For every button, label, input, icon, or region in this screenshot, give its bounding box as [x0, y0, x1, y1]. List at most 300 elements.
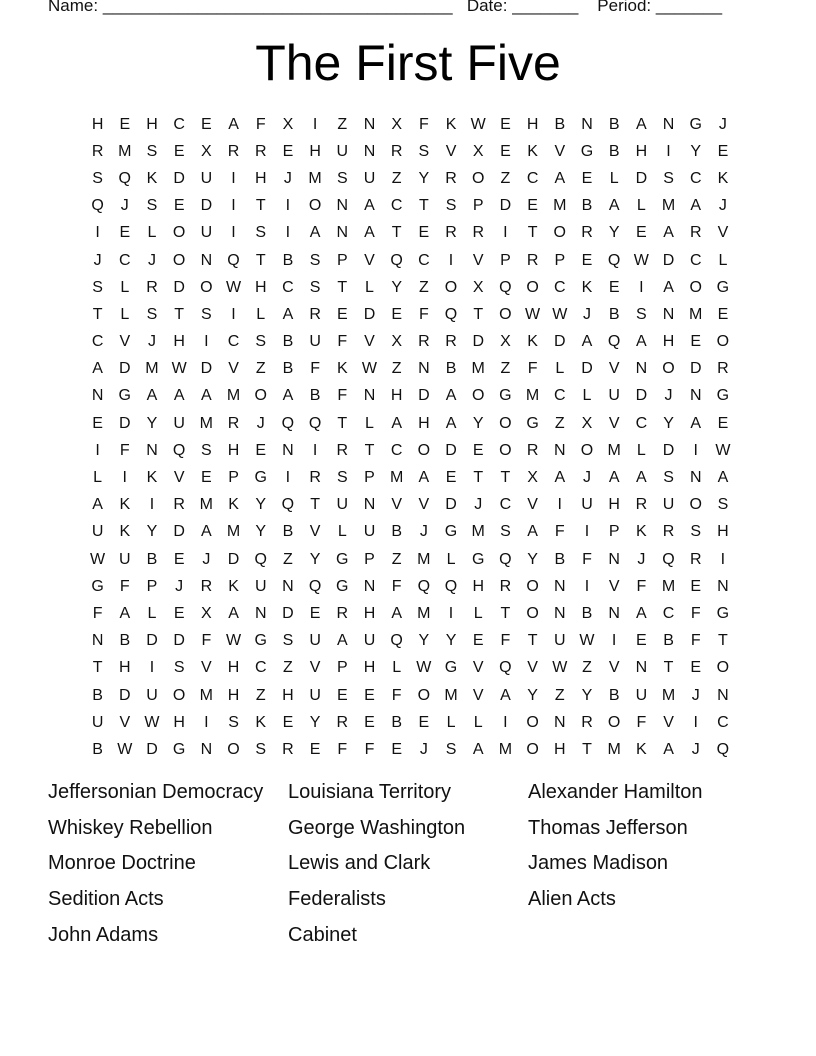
- grid-letter: B: [663, 632, 674, 650]
- grid-letter: O: [580, 441, 594, 459]
- grid-letter: H: [254, 169, 267, 187]
- grid-letter: Q: [227, 251, 240, 269]
- grid-letter: I: [693, 713, 698, 731]
- word-bank-item: James Madison: [528, 852, 669, 875]
- grid-letter: V: [201, 659, 212, 677]
- grid-letter: M: [145, 360, 159, 378]
- grid-letter: A: [663, 224, 674, 242]
- grid-letter: K: [228, 496, 239, 514]
- grid-letter: E: [119, 224, 131, 242]
- grid-letter: Z: [582, 659, 592, 677]
- grid-letter: Y: [255, 496, 267, 514]
- grid-letter: Q: [716, 740, 730, 758]
- grid-letter: M: [553, 197, 567, 215]
- grid-letter: J: [718, 197, 727, 215]
- grid-letter: N: [554, 577, 566, 595]
- word-bank-item: Alien Acts: [528, 888, 616, 911]
- grid-letter: F: [119, 577, 130, 595]
- grid-letter: S: [717, 496, 729, 514]
- grid-letter: A: [228, 604, 239, 622]
- grid-letter: A: [92, 496, 103, 514]
- grid-letter: J: [202, 550, 211, 568]
- grid-letter: R: [336, 604, 349, 622]
- grid-letter: W: [579, 632, 595, 650]
- grid-letter: I: [285, 469, 291, 487]
- grid-letter: D: [119, 686, 131, 704]
- period-label: Period:: [597, 0, 652, 15]
- grid-letter: O: [172, 224, 186, 242]
- grid-letter: K: [336, 360, 348, 378]
- grid-letter: P: [500, 251, 511, 269]
- grid-letter: O: [526, 278, 539, 296]
- grid-letter: Q: [607, 333, 621, 351]
- grid-letter: O: [716, 659, 730, 677]
- grid-letter: A: [92, 360, 103, 378]
- grid-letter: A: [500, 686, 511, 704]
- grid-letter: W: [633, 251, 649, 269]
- word-bank-item: Thomas Jefferson: [528, 816, 688, 839]
- grid-letter: I: [611, 632, 617, 650]
- grid-letter: E: [581, 251, 593, 269]
- grid-letter: C: [689, 169, 702, 187]
- grid-letter: I: [584, 523, 590, 541]
- grid-letter: Z: [418, 278, 429, 296]
- grid-letter: F: [337, 740, 348, 758]
- grid-letter: A: [554, 469, 566, 487]
- grid-letter: D: [445, 496, 457, 514]
- grid-letter: A: [690, 414, 702, 432]
- grid-letter: J: [664, 387, 673, 405]
- grid-letter: D: [173, 523, 185, 541]
- grid-letter: S: [201, 441, 212, 459]
- grid-letter: E: [173, 197, 185, 215]
- grid-letter: S: [309, 251, 321, 269]
- grid-letter: R: [418, 333, 430, 351]
- grid-letter: U: [554, 632, 566, 650]
- grid-letter: F: [418, 305, 429, 323]
- grid-letter: F: [636, 577, 647, 595]
- grid-letter: H: [227, 441, 240, 459]
- grid-letter: E: [581, 169, 593, 187]
- grid-letter: G: [716, 604, 730, 622]
- grid-letter: D: [146, 632, 158, 650]
- grid-letter: J: [718, 115, 727, 133]
- grid-letter: R: [581, 224, 593, 242]
- grid-letter: S: [92, 278, 103, 296]
- grid-letter: T: [174, 305, 185, 323]
- grid-letter: F: [364, 740, 375, 758]
- word-bank-item: Monroe Doctrine: [48, 852, 196, 875]
- grid-letter: I: [639, 278, 644, 296]
- grid-letter: U: [91, 523, 104, 541]
- grid-letter: E: [472, 441, 484, 459]
- grid-letter: E: [173, 142, 185, 160]
- grid-letter: I: [557, 496, 562, 514]
- grid-letter: M: [471, 360, 485, 378]
- grid-letter: U: [173, 414, 185, 432]
- grid-letter: A: [445, 387, 457, 405]
- grid-letter: N: [554, 441, 566, 459]
- grid-letter: N: [146, 441, 158, 459]
- grid-letter: R: [200, 577, 213, 595]
- grid-letter: N: [282, 577, 294, 595]
- grid-letter: A: [336, 632, 348, 650]
- word-bank-item: Lewis and Clark: [288, 852, 431, 875]
- grid-letter: O: [444, 278, 458, 296]
- grid-letter: J: [691, 686, 700, 704]
- grid-letter: Z: [391, 360, 402, 378]
- grid-letter: Y: [309, 550, 321, 568]
- grid-letter: L: [337, 523, 347, 541]
- grid-letter: I: [503, 713, 508, 731]
- grid-letter: I: [122, 469, 127, 487]
- grid-letter: T: [663, 659, 674, 677]
- grid-letter: B: [608, 142, 620, 160]
- grid-letter: M: [661, 577, 676, 595]
- grid-letter: F: [92, 604, 103, 622]
- grid-letter: Z: [255, 686, 266, 704]
- grid-letter: T: [391, 224, 402, 242]
- grid-letter: D: [472, 333, 484, 351]
- grid-letter: C: [119, 251, 131, 269]
- grid-letter: A: [663, 740, 674, 758]
- grid-letter: H: [119, 659, 131, 677]
- grid-letter: N: [336, 224, 349, 242]
- grid-letter: V: [472, 686, 484, 704]
- grid-letter: B: [119, 632, 131, 650]
- grid-letter: A: [364, 197, 375, 215]
- grid-letter: J: [120, 197, 129, 215]
- grid-letter: O: [526, 713, 539, 731]
- grid-letter: M: [661, 686, 676, 704]
- grid-letter: B: [282, 523, 294, 541]
- grid-letter: R: [227, 414, 240, 432]
- grid-letter: K: [445, 115, 457, 133]
- grid-letter: I: [204, 333, 209, 351]
- grid-letter: X: [391, 333, 402, 351]
- grid-letter: V: [364, 333, 375, 351]
- grid-letter: O: [499, 441, 512, 459]
- grid-letter: V: [608, 414, 620, 432]
- grid-letter: L: [256, 305, 266, 323]
- grid-letter: S: [255, 740, 267, 758]
- grid-letter: M: [607, 441, 621, 459]
- grid-letter: O: [526, 740, 539, 758]
- grid-letter: G: [499, 387, 512, 405]
- grid-letter: D: [662, 251, 675, 269]
- grid-letter: N: [662, 115, 675, 133]
- grid-letter: W: [171, 360, 187, 378]
- grid-letter: C: [717, 713, 729, 731]
- grid-letter: P: [336, 659, 348, 677]
- grid-letter: I: [149, 659, 155, 677]
- grid-letter: C: [554, 387, 566, 405]
- grid-letter: K: [255, 713, 267, 731]
- grid-letter: M: [199, 686, 213, 704]
- grid-letter: U: [200, 169, 213, 187]
- grid-letter: K: [119, 496, 131, 514]
- grid-letter: Q: [662, 550, 675, 568]
- grid-letter: D: [418, 387, 430, 405]
- grid-letter: X: [201, 142, 212, 160]
- grid-letter: B: [608, 115, 620, 133]
- grid-letter: O: [172, 686, 186, 704]
- grid-letter: E: [173, 550, 185, 568]
- word-bank-item: Jeffersonian Democracy: [48, 781, 264, 803]
- grid-letter: B: [282, 360, 294, 378]
- grid-letter: H: [472, 577, 484, 595]
- grid-letter: A: [228, 115, 239, 133]
- grid-letter: C: [91, 333, 104, 351]
- grid-letter: D: [146, 740, 158, 758]
- grid-letter: H: [91, 115, 104, 133]
- grid-letter: T: [255, 197, 266, 215]
- grid-letter: Y: [472, 414, 484, 432]
- grid-letter: E: [500, 142, 511, 160]
- grid-letter: E: [309, 604, 321, 622]
- grid-letter: N: [336, 197, 349, 215]
- grid-letter: M: [308, 169, 322, 187]
- grid-letter: U: [635, 686, 648, 704]
- grid-letter: G: [689, 115, 702, 133]
- grid-letter: T: [310, 496, 320, 514]
- name-label: Name:: [48, 0, 99, 15]
- grid-letter: F: [119, 441, 130, 459]
- grid-letter: V: [309, 523, 321, 541]
- grid-letter: E: [608, 278, 620, 296]
- grid-letter: H: [554, 740, 566, 758]
- grid-letter: I: [231, 169, 236, 187]
- grid-letter: T: [418, 197, 429, 215]
- grid-letter: Y: [255, 523, 267, 541]
- date-blank: _______: [512, 0, 579, 15]
- grid-letter: G: [580, 142, 594, 160]
- grid-letter: W: [552, 659, 568, 677]
- grid-letter: I: [312, 115, 318, 133]
- grid-letter: M: [417, 604, 431, 622]
- grid-letter: K: [636, 740, 647, 758]
- grid-letter: S: [201, 305, 212, 323]
- grid-letter: E: [690, 659, 702, 677]
- grid-letter: L: [609, 169, 619, 187]
- grid-letter: D: [227, 550, 240, 568]
- grid-letter: N: [91, 387, 104, 405]
- grid-letter: U: [254, 577, 267, 595]
- grid-letter: O: [716, 333, 730, 351]
- grid-letter: Y: [608, 224, 620, 242]
- grid-letter: K: [228, 577, 239, 595]
- grid-letter: I: [448, 251, 454, 269]
- grid-letter: N: [581, 115, 593, 133]
- grid-letter: E: [636, 224, 647, 242]
- grid-letter: L: [93, 469, 103, 487]
- name-blank: _____________________________________: [102, 0, 453, 15]
- grid-letter: Z: [391, 169, 402, 187]
- grid-letter: Z: [391, 550, 402, 568]
- grid-letter: B: [282, 333, 294, 351]
- grid-letter: F: [690, 604, 701, 622]
- grid-letter: S: [636, 305, 647, 323]
- grid-letter: G: [336, 577, 349, 595]
- grid-letter: H: [173, 333, 185, 351]
- grid-letter: N: [254, 604, 267, 622]
- grid-letter: M: [226, 387, 241, 405]
- grid-letter: H: [173, 713, 185, 731]
- grid-letter: Q: [172, 441, 186, 459]
- grid-letter: N: [91, 632, 104, 650]
- grid-letter: R: [173, 496, 185, 514]
- grid-letter: Q: [444, 305, 458, 323]
- grid-letter: Q: [607, 251, 621, 269]
- grid-letter: A: [636, 115, 647, 133]
- grid-letter: T: [582, 740, 592, 758]
- grid-letter: N: [363, 387, 376, 405]
- grid-letter: A: [201, 523, 212, 541]
- grid-letter: L: [392, 659, 402, 677]
- grid-letter: S: [663, 469, 674, 487]
- grid-letter: B: [92, 686, 103, 704]
- grid-letter: Y: [581, 686, 593, 704]
- grid-letter: C: [254, 659, 267, 677]
- grid-letter: T: [364, 441, 375, 459]
- grid-letter: C: [173, 115, 185, 133]
- grid-letter: N: [363, 496, 376, 514]
- grid-letter: C: [689, 251, 702, 269]
- grid-letter: O: [607, 713, 621, 731]
- grid-letter: O: [308, 197, 322, 215]
- grid-letter: R: [445, 224, 457, 242]
- grid-letter: Q: [390, 251, 403, 269]
- grid-letter: C: [526, 169, 539, 187]
- grid-letter: A: [636, 469, 647, 487]
- grid-letter: M: [471, 523, 485, 541]
- grid-letter: Y: [391, 278, 402, 296]
- grid-letter: E: [527, 197, 538, 215]
- grid-letter: V: [391, 496, 402, 514]
- grid-letter: O: [417, 441, 431, 459]
- grid-letter: E: [418, 224, 430, 242]
- grid-letter: V: [309, 659, 321, 677]
- grid-letter: E: [690, 577, 702, 595]
- grid-letter: X: [472, 278, 484, 296]
- grid-letter: S: [92, 169, 103, 187]
- grid-letter: N: [635, 360, 648, 378]
- grid-letter: S: [690, 523, 702, 541]
- grid-letter: H: [363, 604, 376, 622]
- grid-letter: F: [636, 713, 647, 731]
- grid-letter: L: [555, 360, 565, 378]
- grid-letter: N: [689, 469, 702, 487]
- grid-letter: N: [363, 577, 376, 595]
- grid-letter: D: [173, 278, 185, 296]
- grid-letter: P: [472, 197, 484, 215]
- grid-letter: S: [228, 713, 239, 731]
- grid-letter: F: [690, 632, 701, 650]
- grid-letter: M: [525, 387, 540, 405]
- grid-letter: J: [256, 414, 265, 432]
- date-label: Date:: [466, 0, 508, 15]
- grid-letter: O: [200, 278, 213, 296]
- grid-letter: H: [717, 523, 729, 541]
- grid-letter: B: [581, 604, 593, 622]
- grid-letter: A: [282, 387, 294, 405]
- grid-letter: A: [527, 523, 538, 541]
- grid-letter: D: [635, 169, 648, 187]
- grid-letter: V: [418, 496, 430, 514]
- grid-letter: Q: [281, 496, 295, 514]
- grid-letter: E: [282, 142, 294, 160]
- grid-letter: P: [554, 251, 566, 269]
- grid-letter: W: [715, 441, 731, 459]
- period-blank: _______: [655, 0, 723, 15]
- grid-letter: R: [390, 142, 403, 160]
- grid-letter: Z: [337, 115, 348, 133]
- grid-letter: E: [92, 414, 103, 432]
- grid-letter: B: [445, 360, 457, 378]
- grid-letter: N: [608, 550, 620, 568]
- grid-letter: T: [718, 632, 728, 650]
- grid-letter: Q: [417, 577, 431, 595]
- grid-letter: D: [662, 441, 675, 459]
- grid-letter: K: [581, 278, 593, 296]
- grid-letter: D: [445, 441, 457, 459]
- grid-letter: N: [662, 305, 675, 323]
- grid-letter: W: [552, 305, 568, 323]
- grid-letter: O: [689, 278, 702, 296]
- grid-letter: B: [309, 387, 321, 405]
- grid-letter: P: [228, 469, 239, 487]
- grid-letter: V: [472, 251, 484, 269]
- grid-letter: Q: [444, 577, 458, 595]
- grid-letter: O: [526, 577, 539, 595]
- grid-letter: V: [717, 224, 729, 242]
- grid-letter: X: [201, 604, 212, 622]
- grid-letter: A: [309, 224, 321, 242]
- grid-letter: L: [582, 387, 592, 405]
- grid-letter: I: [720, 550, 726, 568]
- grid-letter: L: [147, 224, 157, 242]
- grid-letter: D: [282, 604, 294, 622]
- grid-letter: R: [635, 496, 648, 514]
- grid-letter: V: [608, 577, 620, 595]
- grid-letter: Z: [500, 169, 511, 187]
- grid-letter: D: [581, 360, 593, 378]
- grid-letter: F: [337, 333, 348, 351]
- word-search-grid: [84, 111, 734, 764]
- grid-letter: E: [282, 713, 294, 731]
- grid-letter: O: [471, 169, 485, 187]
- grid-letter: M: [199, 414, 213, 432]
- grid-letter: K: [717, 169, 729, 187]
- grid-letter: F: [201, 632, 212, 650]
- grid-letter: A: [201, 387, 212, 405]
- grid-letter: I: [231, 305, 236, 323]
- grid-letter: U: [662, 496, 675, 514]
- grid-letter: A: [282, 305, 294, 323]
- grid-letter: I: [285, 224, 291, 242]
- grid-letter: F: [582, 550, 592, 568]
- grid-letter: R: [91, 142, 104, 160]
- grid-letter: H: [282, 686, 294, 704]
- grid-letter: R: [689, 224, 702, 242]
- grid-letter: F: [391, 577, 402, 595]
- grid-letter: E: [391, 740, 402, 758]
- grid-letter: B: [282, 251, 294, 269]
- grid-letter: S: [309, 278, 321, 296]
- grid-letter: S: [336, 169, 348, 187]
- grid-letter: A: [636, 333, 647, 351]
- grid-letter: N: [418, 360, 430, 378]
